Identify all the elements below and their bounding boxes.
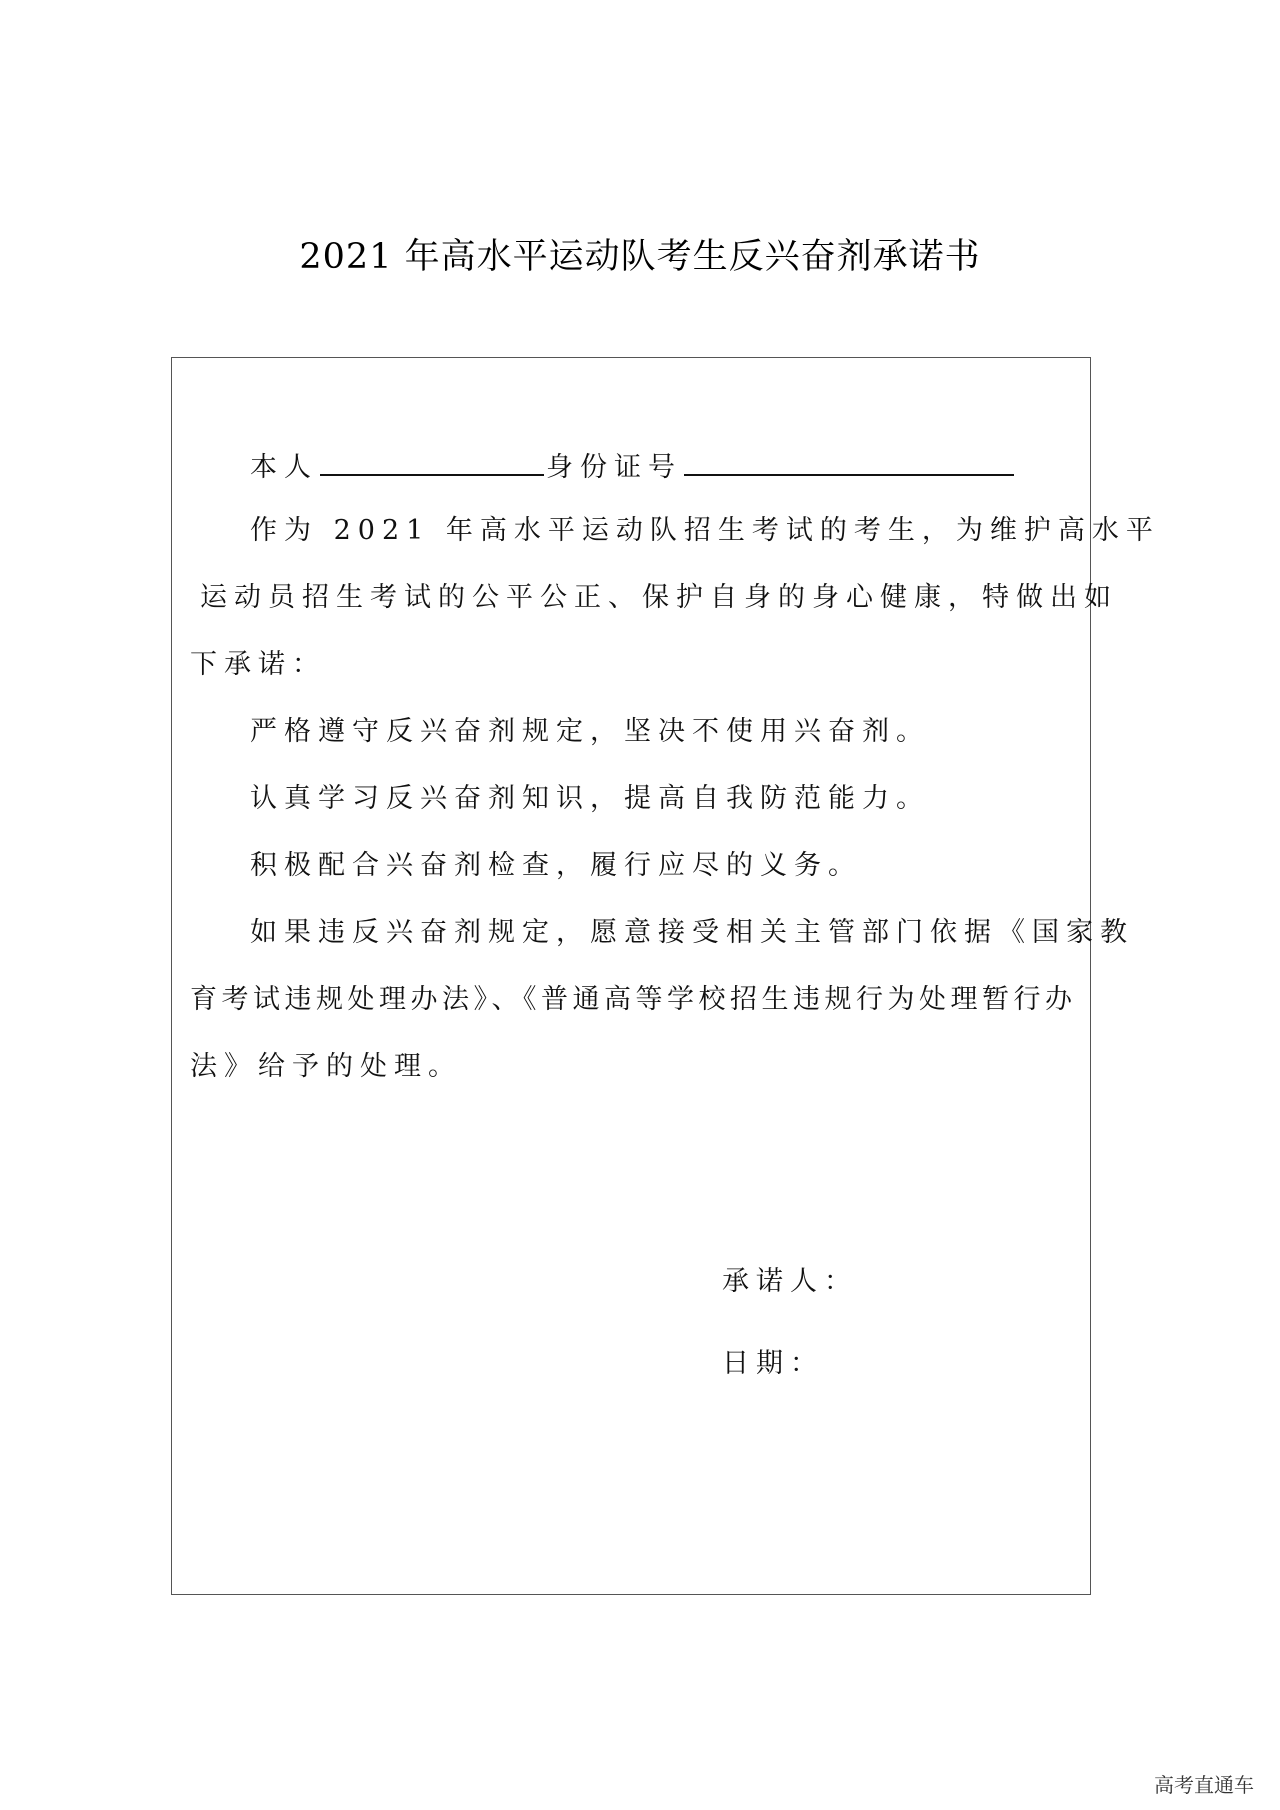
intro-line-3: 下承诺： (190, 649, 326, 680)
consequence-line-2: 育考试违规处理办法》、《普通高等学校招生违规行为处理暂行办 (190, 984, 1077, 1015)
signature-label: 承诺人： (722, 1266, 858, 1297)
commitment-item: 积极配合兴奋剂检查，履行应尽的义务。 (250, 850, 862, 881)
name-label: 本人 (250, 452, 318, 483)
intro-line-1: 作为 2021 年高水平运动队招生考试的考生，为维护高水平 (250, 515, 1160, 546)
intro-line-2: 运动员招生考试的公平公正、保护自身的身心健康，特做出如 (200, 582, 1118, 613)
id-number-field[interactable] (684, 444, 1014, 476)
document-title: 2021 年高水平运动队考生反兴奋剂承诺书 (299, 237, 981, 277)
consequence-line-1: 如果违反兴奋剂规定，愿意接受相关主管部门依据《国家教 (250, 917, 1134, 948)
name-field[interactable] (320, 444, 544, 476)
identity-row (250, 444, 1016, 488)
date-label: 日期： (722, 1348, 824, 1379)
commitment-item: 认真学习反兴奋剂知识，提高自我防范能力。 (250, 783, 930, 814)
watermark: 高考直通车 (1150, 1767, 1258, 1800)
commitment-item: 严格遵守反兴奋剂规定，坚决不使用兴奋剂。 (250, 716, 930, 747)
consequence-line-3: 法》给予的处理。 (190, 1051, 462, 1082)
id-number-label: 身份证号 (546, 452, 682, 483)
